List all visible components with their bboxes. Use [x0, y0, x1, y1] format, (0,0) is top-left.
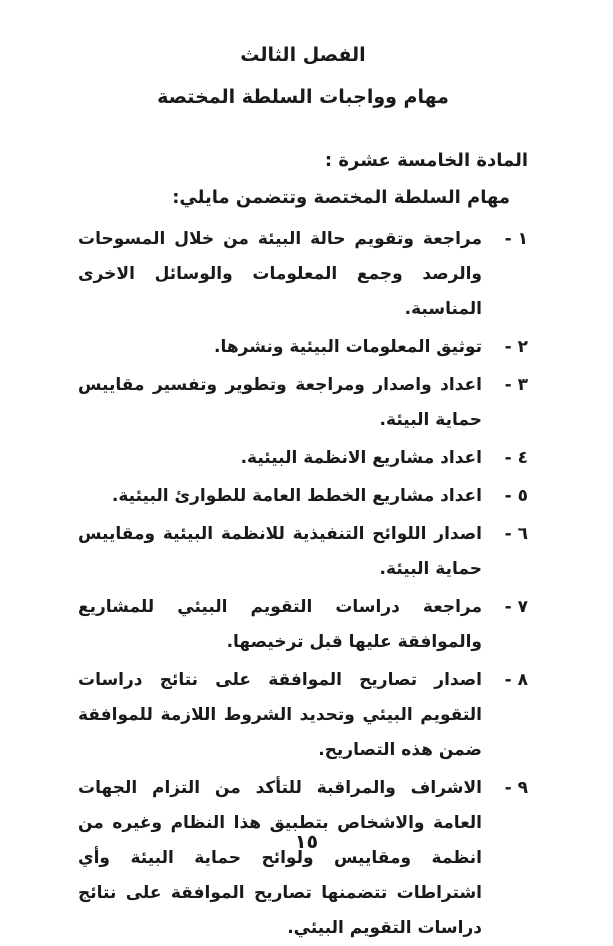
item-number: ٦ - — [504, 524, 528, 544]
item-number: ٧ - — [504, 597, 528, 617]
article-heading: المادة الخامسة عشرة : — [324, 150, 528, 171]
list-item — [78, 330, 528, 365]
item-text: مراجعة دراسات التقويم البيئي للمشاريع والموافقة عليها قبل ترخيصها. — [78, 597, 482, 652]
item-text: اعداد واصدار ومراجعة وتطوير وتفسير مقاييس حماية البيئة. — [78, 375, 482, 430]
list-item — [78, 441, 528, 476]
list-item — [78, 663, 528, 768]
chapter-title: الفصل الثالث — [240, 44, 366, 66]
item-text: اصدار تصاريح الموافقة على نتائج دراسات التقويم البيئي وتحديد الشروط اللازمة للموافقة ضمن هذه التصاريح. — [78, 670, 482, 760]
item-number: ١ - — [504, 229, 528, 249]
list-item — [78, 479, 528, 514]
item-number: ٩ - — [504, 778, 528, 798]
list-item — [78, 222, 528, 327]
section-heading: مهام السلطة المختصة وتتضمن مايلي: — [172, 187, 510, 208]
list-item — [78, 368, 528, 438]
list-item — [78, 590, 528, 660]
chapter-subtitle: مهام وواجبات السلطة المختصة — [157, 86, 449, 108]
item-text: الاشراف والمراقبة للتأكد من التزام الجهات العامة والاشخاص بتطبيق هذا النظام وغيره من انظمة ومقاييس ولوائح حماية البيئة وأي اشتراطات تتضمنها تصاريح الموافقة على نتائج دراسات التقويم البيئي. — [78, 778, 482, 938]
page-number: ١٥ — [294, 831, 319, 853]
item-text: توثيق المعلومات البيئية ونشرها. — [214, 337, 482, 357]
item-text: اصدار اللوائح التنفيذية للانظمة البيئية ومقاييس حماية البيئة. — [78, 524, 482, 579]
item-number: ٤ - — [504, 448, 528, 468]
item-text: اعداد مشاريع الخطط العامة للطوارئ البيئية. — [111, 486, 482, 506]
item-text: اعداد مشاريع الانظمة البيئية. — [240, 448, 482, 468]
item-number: ٣ - — [504, 375, 528, 395]
list-item — [78, 771, 528, 946]
item-number: ٢ - — [504, 337, 528, 357]
item-number: ٨ - — [504, 670, 528, 690]
item-text: مراجعة وتقويم حالة البيئة من خلال المسوحات والرصد وجمع المعلومات والوسائل الاخرى المناسبة. — [78, 229, 482, 319]
list-item — [78, 517, 528, 587]
item-number: ٥ - — [504, 486, 528, 506]
